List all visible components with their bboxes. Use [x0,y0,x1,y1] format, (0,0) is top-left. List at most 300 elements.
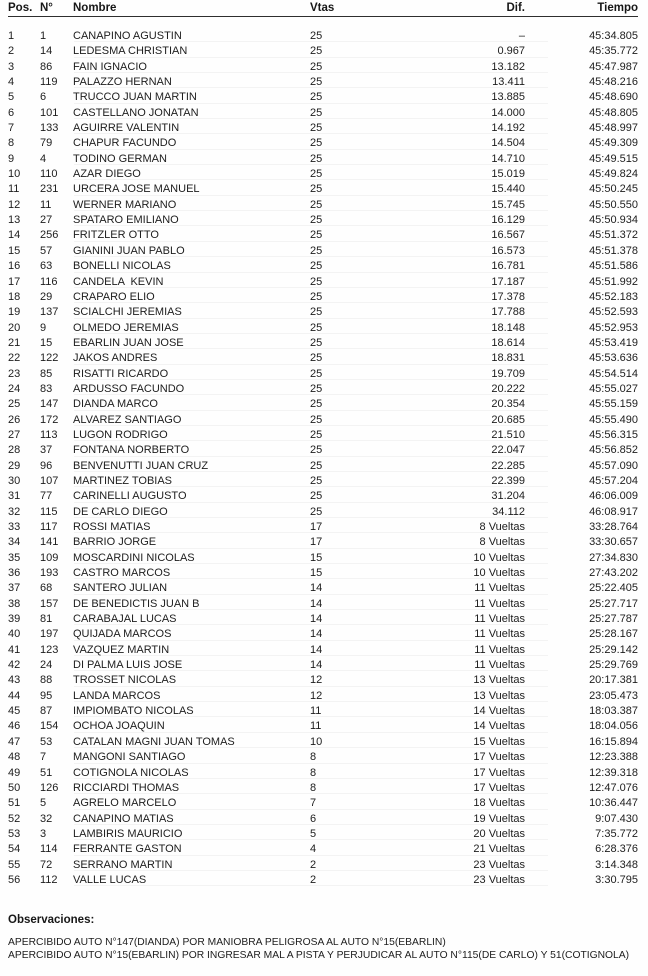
cell-tiempo: 25:27.717 [589,597,638,610]
table-row [8,520,638,535]
cell-tiempo: 45:57.204 [589,474,638,487]
cell-nombre: BONELLI NICOLAS [73,260,171,273]
cell-vtas: 25 [310,45,323,58]
cell-tiempo: 12:23.388 [589,751,638,764]
table-row [8,643,638,658]
cell-vtas: 25 [310,352,323,365]
cell-nombre: URCERA JOSE MANUEL [73,183,200,196]
table-row [8,351,638,366]
cell-dif: 19.709 [491,367,525,380]
table-row [8,382,638,397]
cell-vtas: 25 [310,398,323,411]
cell-dif: 21 Vueltas [473,843,525,856]
cell-tiempo: 45:35.772 [589,45,638,58]
cell-dif: 16.781 [491,260,525,273]
cell-nombre: FONTANA NORBERTO [73,444,190,457]
cell-tiempo: 3:30.795 [595,873,638,886]
cell-vtas: 25 [310,306,323,319]
cell-dif: 14 Vueltas [473,705,525,718]
cell-tiempo: 25:28.167 [589,628,638,641]
cell-nombre: COTIGNOLA NICOLAS [73,766,189,779]
cell-num: 68 [40,582,53,595]
table-row [8,60,638,75]
cell-tiempo: 45:57.090 [589,459,638,472]
observations-section [8,914,638,962]
cell-num: 154 [40,720,59,733]
cell-vtas: 25 [310,91,323,104]
cell-dif: 15.745 [491,198,525,211]
cell-num: 14 [40,45,53,58]
table-row [8,704,638,719]
table-row [8,413,638,428]
cell-dif: 16.129 [491,214,525,227]
table-row [8,673,638,688]
table-row [8,198,638,213]
table-row [8,44,638,59]
cell-dif: 13 Vueltas [473,674,525,687]
cell-vtas: 7 [310,797,317,810]
observation-line: APERCIBIDO AUTO N°147(DIANDA) POR MANIOBRA PELIGROSA AL AUTO N°15(EBARLIN) [8,937,446,949]
table-row [8,474,638,489]
cell-num: 101 [40,106,59,119]
cell-dif: 13 Vueltas [473,689,525,702]
cell-dif: 21.510 [491,428,525,441]
cell-vtas: 14 [310,597,323,610]
cell-pos: 25 [8,398,21,411]
cell-tiempo: 45:49.824 [589,168,638,181]
column-header-num: N° [40,2,53,14]
cell-tiempo: 12:47.076 [589,781,638,794]
cell-dif: 11 Vueltas [474,659,525,672]
cell-pos: 51 [8,797,21,810]
cell-tiempo: 33:28.764 [589,521,638,533]
cell-vtas: 25 [310,198,323,211]
cell-num: 15 [40,336,53,349]
cell-nombre: FRITZLER OTTO [73,229,159,242]
cell-nombre: PALAZZO HERNAN [73,76,172,89]
cell-nombre: VAZQUEZ MARTIN [73,643,170,656]
cell-nombre: CARABAJAL LUCAS [73,613,177,626]
cell-pos: 7 [8,122,15,135]
cell-vtas: 8 [310,781,317,794]
cell-num: 27 [40,214,53,227]
cell-pos: 28 [8,444,21,457]
cell-pos: 2 [8,45,15,58]
cell-nombre: BENVENUTTI JUAN CRUZ [73,459,209,472]
cell-tiempo: 45:48.216 [589,76,638,89]
table-row [8,551,638,566]
cell-vtas: 25 [310,382,323,395]
cell-pos: 55 [8,858,21,871]
cell-tiempo: 45:48.690 [589,91,638,104]
cell-vtas: 25 [310,260,323,273]
cell-dif: 34.112 [492,505,525,518]
table-row [8,29,638,44]
table-row [8,796,638,811]
table-row [8,627,638,642]
cell-dif: 16.567 [491,229,525,242]
cell-vtas: 12 [310,689,323,702]
table-row [8,321,638,336]
cell-nombre: VALLE LUCAS [73,873,147,886]
cell-tiempo: 3:14.348 [595,858,638,871]
cell-pos: 24 [8,382,21,395]
cell-dif: 8 Vueltas [479,521,525,533]
cell-num: 9 [40,321,47,334]
cell-vtas: 14 [310,643,323,656]
cell-tiempo: 25:29.769 [589,659,638,672]
cell-tiempo: 45:50.245 [589,183,638,196]
cell-vtas: 12 [310,674,323,687]
cell-tiempo: 45:56.315 [589,428,638,441]
table-row [8,766,638,781]
cell-nombre: DIANDA MARCO [73,398,158,411]
cell-dif: 20.685 [491,413,525,426]
cell-vtas: 25 [310,444,323,457]
table-row [8,397,638,412]
cell-num: 126 [40,781,59,794]
cell-pos: 49 [8,766,21,779]
cell-tiempo: 45:50.934 [589,214,638,227]
cell-vtas: 8 [310,766,317,779]
cell-pos: 33 [8,521,21,533]
cell-num: 79 [40,137,53,150]
cell-vtas: 4 [310,843,317,856]
cell-vtas: 25 [310,244,323,257]
cell-vtas: 25 [310,505,323,518]
cell-nombre: CANDELA KEVIN [73,275,164,288]
observations-lines [8,937,638,962]
cell-num: 7 [40,751,47,764]
cell-tiempo: 25:29.142 [589,643,638,656]
cell-num: 63 [40,260,53,273]
cell-vtas: 25 [310,413,323,426]
cell-dif: 18 Vueltas [473,797,525,810]
cell-num: 88 [40,674,53,687]
cell-tiempo: 45:47.987 [589,60,638,73]
cell-num: 96 [40,459,53,472]
cell-num: 114 [40,843,58,856]
cell-dif: 18.148 [491,321,525,334]
cell-dif: 14.192 [491,122,525,135]
column-header-tiempo: Tiempo [597,2,638,14]
cell-vtas: 15 [310,551,323,564]
observation-line: APERCIBIDO AUTO N°15(EBARLIN) POR INGRESAR MAL A PISTA Y PERJUDICAR AL AUTO N°115(DE CARLO) Y 51(COTIGNOLA) [8,949,630,961]
table-row [8,75,638,90]
cell-dif: 16.573 [491,244,525,257]
cell-tiempo: 45:48.805 [589,106,638,119]
cell-dif: 14.504 [491,137,525,150]
table-row [8,489,638,504]
cell-tiempo: 45:48.997 [589,122,638,135]
cell-num: 107 [40,474,59,487]
cell-vtas: 25 [310,275,323,288]
cell-vtas: 25 [310,106,323,119]
cell-nombre: ROSSI MATIAS [73,521,151,533]
cell-dif: 20 Vueltas [473,827,525,840]
cell-pos: 22 [8,352,21,365]
cell-pos: 17 [8,275,21,288]
table-row [8,106,638,121]
cell-nombre: WERNER MARIANO [73,198,177,211]
cell-pos: 12 [8,198,21,211]
cell-tiempo: 45:49.309 [589,137,638,150]
cell-vtas: 25 [310,474,323,487]
table-row [8,827,638,842]
cell-tiempo: 45:50.550 [589,198,638,211]
cell-num: 115 [40,505,58,518]
cell-dif: 13.411 [492,76,525,89]
cell-nombre: DE BENEDICTIS JUAN B [73,597,200,610]
cell-num: 123 [40,643,59,656]
cell-nombre: GIANINI JUAN PABLO [73,244,185,257]
cell-dif: 22.285 [491,459,525,472]
cell-pos: 31 [8,490,21,503]
cell-num: 157 [40,597,59,610]
cell-nombre: JAKOS ANDRES [73,352,158,365]
cell-tiempo: 45:55.159 [589,398,638,411]
cell-dif: 17.187 [491,275,525,288]
cell-vtas: 25 [310,168,323,181]
cell-pos: 18 [8,290,21,303]
cell-pos: 6 [8,106,15,119]
cell-vtas: 17 [310,521,323,533]
cell-pos: 41 [8,643,21,656]
cell-vtas: 25 [310,428,323,441]
cell-dif: – [518,30,525,42]
table-row [8,428,638,443]
cell-pos: 34 [8,536,21,549]
cell-nombre: LUGON RODRIGO [73,428,168,441]
cell-dif: 22.047 [491,444,525,457]
cell-nombre: TODINO GERMAN [73,152,167,165]
cell-tiempo: 27:43.202 [589,567,638,580]
cell-vtas: 25 [310,336,323,349]
cell-tiempo: 45:52.953 [589,321,638,334]
table-row [8,90,638,105]
cell-nombre: SERRANO MARTIN [73,858,173,871]
cell-num: 133 [40,122,59,135]
table-row [8,182,638,197]
cell-pos: 11 [8,183,20,196]
cell-tiempo: 6:28.376 [595,843,638,856]
cell-num: 122 [40,352,59,365]
table-row [8,535,638,550]
cell-dif: 10 Vueltas [473,567,525,580]
cell-pos: 44 [8,689,21,702]
cell-tiempo: 45:54.514 [589,367,638,380]
cell-num: 95 [40,689,53,702]
cell-dif: 18.614 [491,336,525,349]
cell-pos: 8 [8,137,15,150]
cell-vtas: 25 [310,76,323,89]
cell-pos: 29 [8,459,21,472]
table-row [8,259,638,274]
cell-nombre: RISATTI RICARDO [73,367,169,380]
table-row [8,750,638,765]
cell-nombre: DI PALMA LUIS JOSE [73,659,183,672]
cell-tiempo: 33:30.657 [589,536,638,549]
cell-num: 112 [40,873,58,886]
cell-num: 1 [40,30,47,42]
cell-vtas: 25 [310,183,323,196]
cell-nombre: CANAPINO MATIAS [73,812,174,825]
cell-num: 77 [40,490,53,503]
cell-num: 256 [40,229,59,242]
cell-vtas: 25 [310,137,323,150]
cell-nombre: FAIN IGNACIO [73,60,147,73]
cell-num: 11 [40,198,52,211]
cell-num: 231 [40,183,59,196]
cell-vtas: 14 [310,613,323,626]
cell-pos: 20 [8,321,21,334]
cell-num: 87 [40,705,53,718]
cell-pos: 53 [8,827,21,840]
cell-pos: 42 [8,659,21,672]
cell-vtas: 2 [310,858,317,871]
cell-dif: 8 Vueltas [479,536,525,549]
cell-nombre: AGRELO MARCELO [73,797,177,810]
table-row [8,781,638,796]
cell-nombre: TROSSET NICOLAS [73,674,177,687]
cell-tiempo: 10:36.447 [589,797,638,810]
cell-nombre: CANAPINO AGUSTIN [73,30,182,42]
cell-vtas: 25 [310,152,323,165]
cell-tiempo: 20:17.381 [589,674,638,687]
cell-tiempo: 27:34.830 [589,551,638,564]
cell-dif: 17.788 [491,306,525,319]
cell-vtas: 11 [310,705,322,718]
table-row [8,136,638,151]
cell-pos: 9 [8,152,15,165]
cell-dif: 14.000 [491,106,525,119]
cell-tiempo: 16:15.894 [589,735,638,748]
table-row [8,858,638,873]
cell-tiempo: 45:49.515 [589,152,638,165]
cell-pos: 48 [8,751,21,764]
cell-dif: 18.831 [491,352,525,365]
cell-num: 29 [40,290,53,303]
cell-num: 147 [40,398,59,411]
table-row [8,213,638,228]
cell-dif: 17.378 [491,290,525,303]
cell-pos: 35 [8,551,21,564]
results-table-body [8,29,638,888]
cell-dif: 11 Vueltas [474,582,525,595]
cell-num: 32 [40,812,53,825]
cell-vtas: 25 [310,459,323,472]
cell-dif: 14.710 [491,152,525,165]
cell-num: 85 [40,367,53,380]
cell-pos: 56 [8,873,21,886]
cell-dif: 23 Vueltas [473,873,525,886]
cell-num: 197 [40,628,59,641]
cell-pos: 23 [8,367,21,380]
cell-tiempo: 45:56.852 [589,444,638,457]
table-row [8,443,638,458]
cell-nombre: AZAR DIEGO [73,168,141,181]
cell-pos: 1 [8,30,15,42]
cell-pos: 21 [8,336,21,349]
cell-pos: 39 [8,613,21,626]
cell-pos: 16 [8,260,21,273]
cell-num: 119 [40,76,58,89]
cell-pos: 10 [8,168,21,181]
cell-nombre: MOSCARDINI NICOLAS [73,551,195,564]
table-row [8,121,638,136]
cell-num: 81 [40,613,53,626]
table-row [8,290,638,305]
cell-dif: 31.204 [491,490,525,503]
cell-pos: 15 [8,244,21,257]
cell-vtas: 10 [310,735,323,748]
cell-tiempo: 18:04.056 [589,720,638,733]
cell-nombre: CASTELLANO JONATAN [73,106,199,119]
table-row [8,719,638,734]
cell-nombre: LANDA MARCOS [73,689,161,702]
cell-num: 83 [40,382,53,395]
cell-nombre: QUIJADA MARCOS [73,628,172,641]
cell-num: 141 [40,536,59,549]
cell-dif: 11 Vueltas [474,613,525,626]
cell-pos: 52 [8,812,21,825]
cell-nombre: OLMEDO JEREMIAS [73,321,179,334]
cell-nombre: LEDESMA CHRISTIAN [73,45,188,58]
cell-tiempo: 45:53.419 [589,336,638,349]
cell-nombre: ALVAREZ SANTIAGO [73,413,182,426]
table-row [8,612,638,627]
cell-vtas: 25 [310,321,323,334]
cell-num: 4 [40,152,47,165]
cell-pos: 47 [8,735,21,748]
cell-nombre: DE CARLO DIEGO [73,505,168,518]
cell-vtas: 25 [310,60,323,73]
table-row [8,873,638,888]
cell-vtas: 25 [310,229,323,242]
cell-tiempo: 45:34.805 [589,30,638,42]
cell-nombre: RICCIARDI THOMAS [73,781,180,794]
cell-num: 37 [40,444,53,457]
cell-tiempo: 25:22.405 [589,582,638,595]
cell-dif: 15.440 [491,183,525,196]
cell-dif: 13.182 [491,60,525,73]
cell-num: 24 [40,659,53,672]
table-row [8,152,638,167]
cell-num: 72 [40,858,53,871]
cell-pos: 4 [8,76,15,89]
cell-num: 3 [40,827,47,840]
cell-nombre: AGUIRRE VALENTIN [73,122,180,135]
cell-num: 5 [40,797,47,810]
cell-tiempo: 45:52.183 [589,290,638,303]
cell-num: 137 [40,306,59,319]
cell-dif: 10 Vueltas [473,551,525,564]
table-row [8,842,638,857]
cell-num: 172 [40,413,59,426]
table-row [8,658,638,673]
cell-pos: 38 [8,597,21,610]
table-row [8,689,638,704]
cell-vtas: 14 [310,628,323,641]
cell-pos: 14 [8,229,21,242]
cell-tiempo: 12:39.318 [589,766,638,779]
cell-pos: 5 [8,91,15,104]
cell-vtas: 25 [310,214,323,227]
cell-pos: 30 [8,474,21,487]
cell-nombre: CATALAN MAGNI JUAN TOMAS [73,735,235,748]
cell-vtas: 5 [310,827,317,840]
cell-dif: 11 Vueltas [474,643,525,656]
